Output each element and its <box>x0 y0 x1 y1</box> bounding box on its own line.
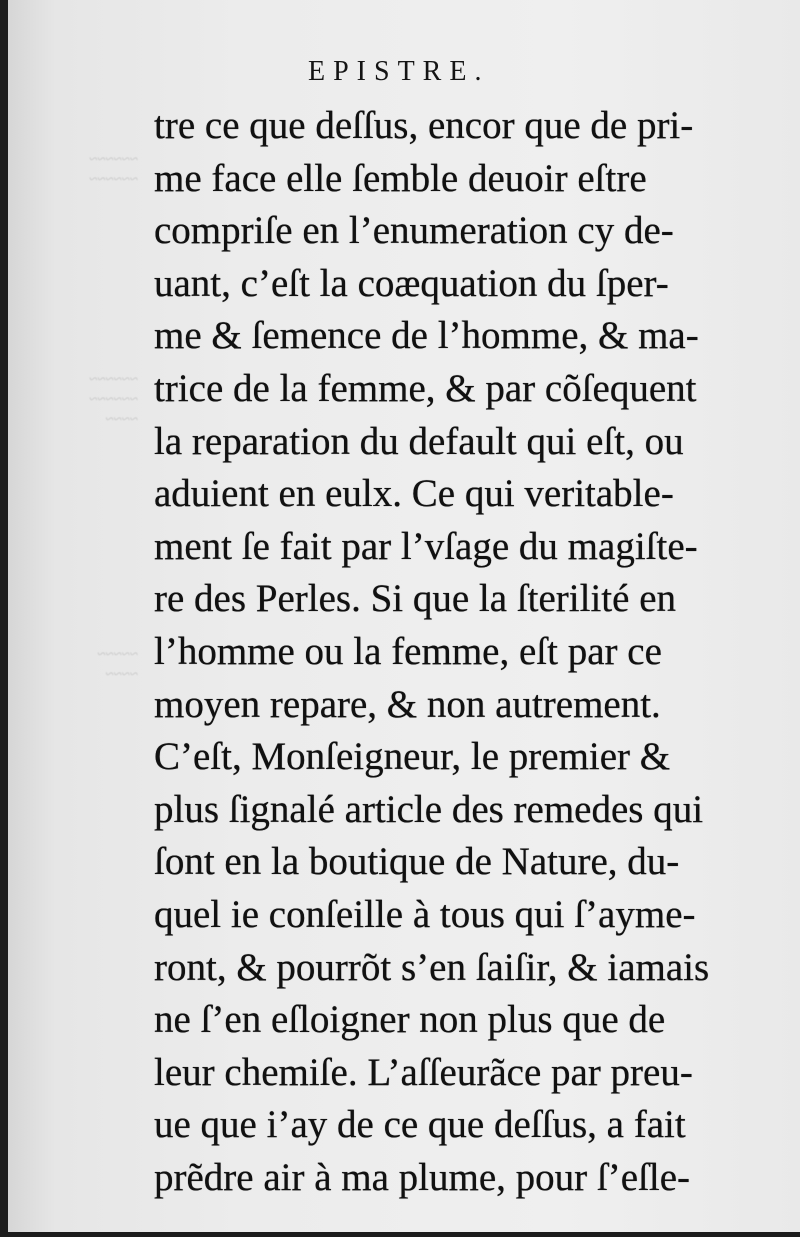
text-line: tre ce que deſſus, encor que de pri- <box>154 104 694 147</box>
text-line: la reparation du default qui eſt, ou <box>154 419 684 463</box>
text-line: moyen repare, & non autrement. <box>154 682 661 726</box>
text-line: ne ſ’en eſloigner non plus que de <box>154 998 666 1042</box>
text-line: ront, & pourrõt s’en ſaiſir, & iamais <box>154 945 710 989</box>
text-line: l’homme ou la femme, eſt par ce <box>154 629 662 673</box>
text-line: aduient en eulx. Ce qui veritable- <box>154 472 674 516</box>
bleed-through-text: ~~~~~~ ~~~~~~ ~~~~ <box>89 372 138 428</box>
text-line: uant, c’eſt la coæquation du ſper- <box>154 261 669 305</box>
running-head: EPISTRE. <box>308 56 490 87</box>
text-line: quel ie conſeille à tous qui ſ’ayme- <box>154 892 696 936</box>
text-line: plus ſignalé article des remedes qui <box>154 787 704 831</box>
text-line: me face elle ſemble deuoir eſtre <box>154 156 647 200</box>
bleed-through-text: ~~~~~ ~~~~ <box>97 647 138 683</box>
body-text <box>154 100 754 1204</box>
text-line: trice de la femme, & par cõſequent <box>154 366 697 410</box>
text-line: ment ſe fait par l’vſage du magiſte- <box>154 524 698 568</box>
text-line: C’eſt, Monſeigneur, le premier & <box>154 735 671 779</box>
book-page <box>8 0 800 1232</box>
text-line: compriſe en l’enumeration cy de- <box>154 209 674 253</box>
text-line: ue que i’ay de ce que deſſus, a fait <box>154 1103 686 1147</box>
text-line: prẽdre air à ma plume, pour ſ’eſle- <box>154 1155 691 1199</box>
bleed-through-text: ~~~~~~ ~~~~~~ <box>89 152 138 188</box>
text-line: leur chemiſe. L’aſſeurãce par preu- <box>154 1050 693 1094</box>
text-line: re des Perles. Si que la ſterilité en <box>154 577 677 621</box>
text-line: me & ſemence de l’homme, & ma- <box>154 314 699 358</box>
text-line: ſont en la boutique de Nature, du- <box>154 840 680 884</box>
